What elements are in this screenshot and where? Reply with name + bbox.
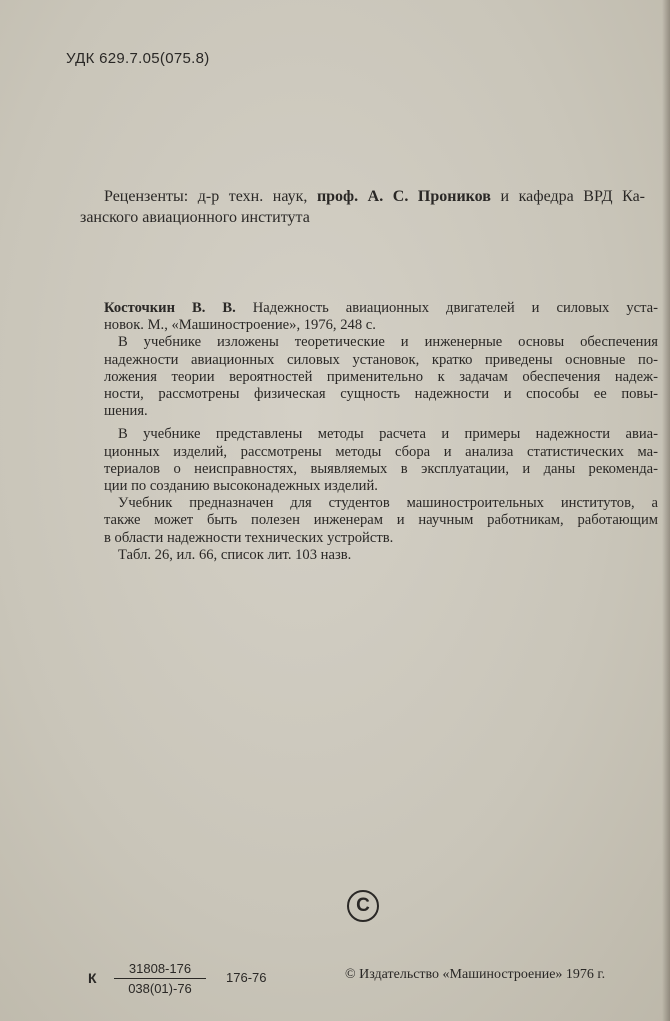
publisher-copyright: © Издательство «Машиностроение» 1976 г. xyxy=(345,967,606,982)
bibliographic-abstract xyxy=(104,300,658,564)
abstract-line: ции по созданию высоконадежных изделий. xyxy=(104,478,378,495)
reviewers-suffix: и кафедра ВРД Ка- xyxy=(490,188,645,205)
reviewers-block xyxy=(80,186,645,228)
abstract-line: Табл. 26, ил. 66, список лит. 103 назв. xyxy=(118,546,352,563)
abstract-line: Косточкин В. В. Надежность авиационных двигателей и силовых уста- xyxy=(104,300,658,316)
index-fraction xyxy=(114,961,206,996)
abstract-line: териалов о неисправностях, выявляемых в эксплуатации, и даны рекоменда- xyxy=(104,460,658,477)
abstract-line: ционных изделий, рассмотрены методы сбора и анализа статистических ма- xyxy=(104,443,658,460)
abstract-line: новок. М., «Машиностроение», 1976, 248 с. xyxy=(104,317,376,334)
copyright-icon: C xyxy=(347,890,379,922)
abstract-line: шения. xyxy=(104,403,148,420)
index-denominator: 038(01)-76 xyxy=(128,981,192,996)
udk-code: УДК 629.7.05(075.8) xyxy=(66,50,210,67)
abstract-line: ложения теории вероятностей применительно к задачам обеспечения надеж- xyxy=(104,368,658,385)
abstract-line: надежности авиационных силовых установок, кратко приведены основные по- xyxy=(104,351,658,368)
reviewers-line-2: занского авиационного института xyxy=(80,209,310,226)
abstract-line: Учебник предназначен для студентов машиностроительных институтов, а xyxy=(118,495,658,512)
reviewers-line-1 xyxy=(80,186,645,207)
abstract-line: ности, рассмотрены физическая сущность надежности и способы ее повы- xyxy=(104,386,658,403)
abstract-line: также может быть полезен инженерам и научным работникам, работающим xyxy=(104,512,658,529)
reviewers-prefix: Рецензенты: д-р техн. наук, xyxy=(104,188,317,205)
abstract-line: в области надежности технических устройств. xyxy=(104,529,394,546)
reviewer-name: проф. А. С. Проников xyxy=(316,188,491,205)
page-edge-shadow xyxy=(662,0,670,1021)
index-numerator: 31808-176 xyxy=(114,961,206,979)
abstract-line: В учебнике изложены теоретические и инженерные основы обеспечения xyxy=(118,334,658,351)
index-code: 176-76 xyxy=(226,970,267,985)
index-letter: К xyxy=(88,970,97,986)
author-name: Косточкин В. В. xyxy=(104,300,236,316)
abstract-line: В учебнике представлены методы расчета и примеры надежности авиа- xyxy=(118,426,658,443)
